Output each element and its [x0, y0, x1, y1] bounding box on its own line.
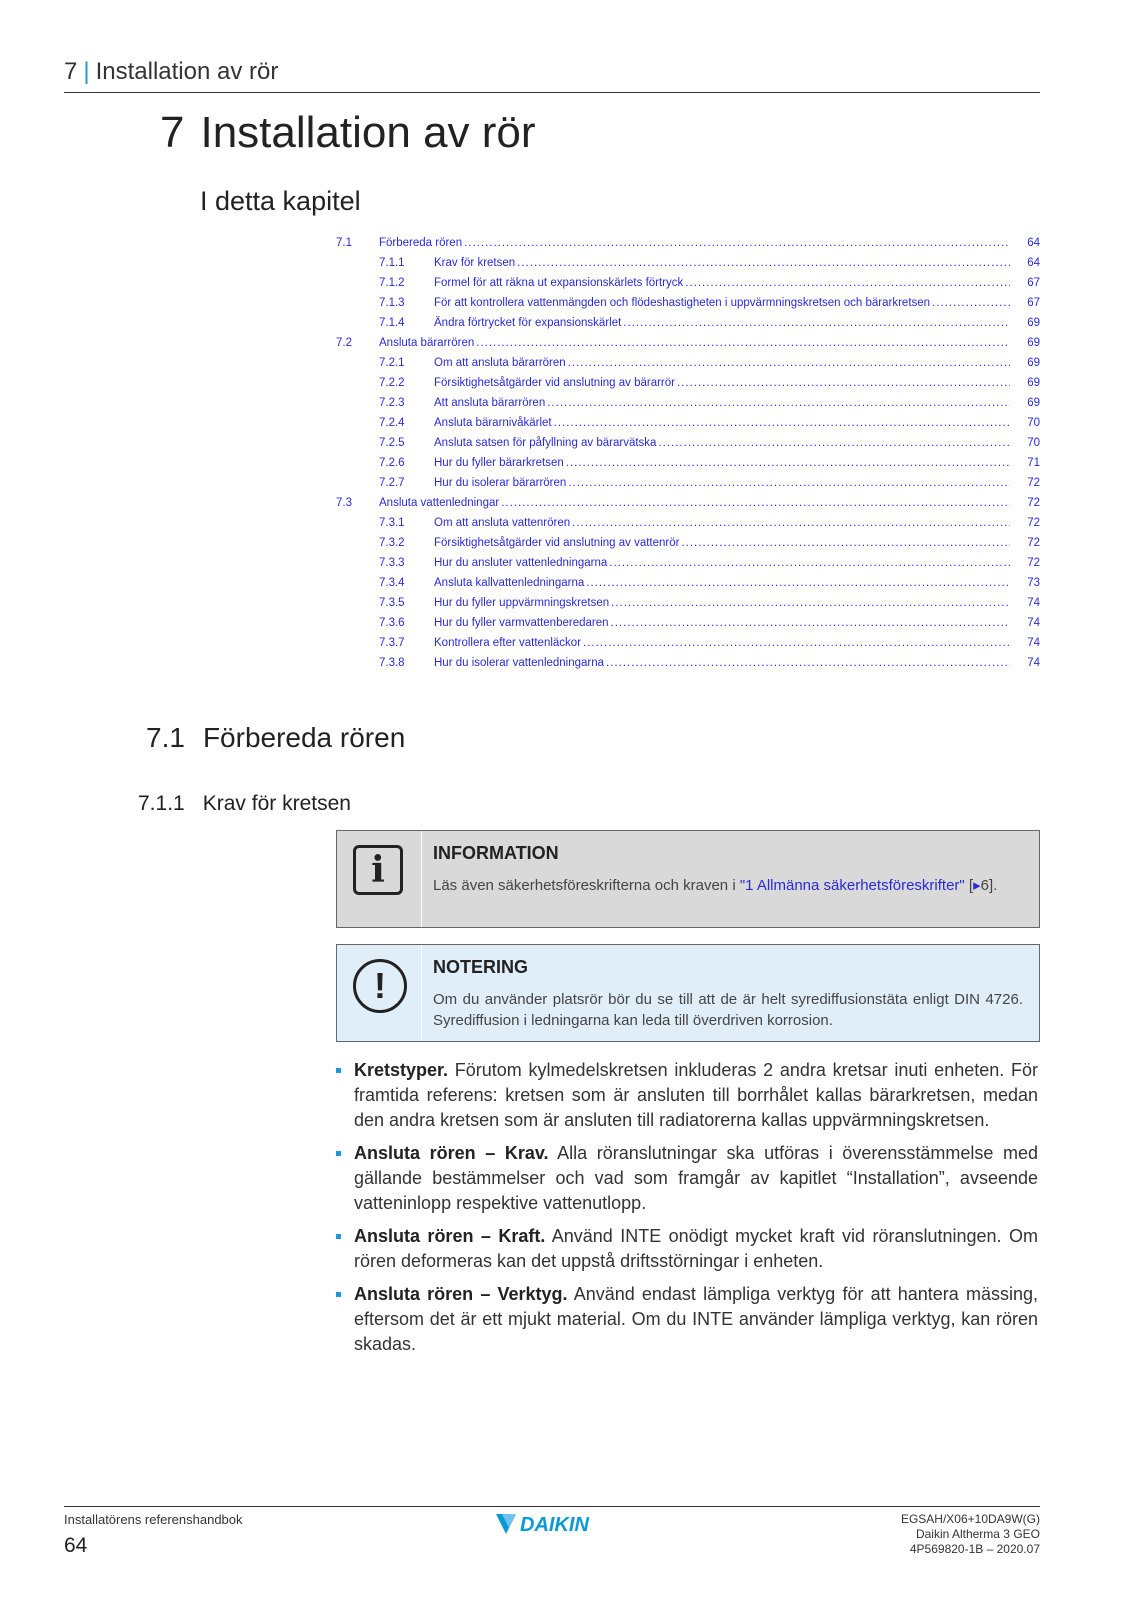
toc-entry-number: 7.3: [336, 497, 352, 509]
toc-entry[interactable]: [336, 533, 1040, 553]
toc-leader-dots: [609, 553, 1010, 573]
toc-leader-dots: [554, 413, 1010, 433]
toc-entry-number: 7.2.5: [379, 437, 405, 449]
toc-entry-number: 7.2.1: [379, 357, 405, 369]
page-ref-arrow-icon[interactable]: ▸: [973, 877, 981, 894]
footer-docnum: 4P569820-1B – 2020.07: [909, 1542, 1040, 1556]
toc-entry-label: Om att ansluta bärarrören: [434, 357, 566, 369]
toc-entry-label: Om att ansluta vattenrören: [434, 517, 571, 529]
bullet-square-icon: [336, 1068, 341, 1073]
toc-entry-label: Ansluta vattenledningar: [379, 497, 500, 509]
toc-entry-page: 72: [1027, 477, 1040, 489]
toc-leader-dots: [586, 573, 1010, 593]
toc-entry[interactable]: [336, 413, 1040, 433]
toc-entry-number: 7.1.1: [379, 257, 405, 269]
toc-entry-title: [434, 573, 1010, 593]
bullet-item: [336, 1282, 1038, 1357]
information-ref-page[interactable]: 6: [980, 877, 989, 894]
toc-entry[interactable]: [336, 513, 1040, 533]
information-icon-cell: [337, 831, 422, 927]
toc-entry-page: 72: [1027, 517, 1040, 529]
toc-entry[interactable]: [336, 593, 1040, 613]
toc-entry-page: 64: [1027, 257, 1040, 269]
toc-entry-number: 7.2.7: [379, 477, 405, 489]
section-number: 7.1: [146, 722, 185, 753]
footer-model: EGSAH/X06+10DA9W(G): [900, 1512, 1040, 1526]
toc-entry-title: [434, 353, 1010, 373]
toc-leader-dots: [547, 393, 1010, 413]
toc-entry-page: 74: [1027, 637, 1040, 649]
toc-entry[interactable]: [336, 373, 1040, 393]
bullet-item: [336, 1141, 1038, 1216]
notering-title: NOTERING: [433, 957, 529, 977]
toc-entry-number: 7.2: [336, 337, 352, 349]
bullet-square-icon: [336, 1292, 341, 1297]
toc-entry-label: Hur du isolerar bärarrören: [434, 477, 567, 489]
notering-icon-cell: [337, 945, 422, 1041]
toc-entry-title: [379, 493, 1010, 513]
toc-entry[interactable]: [336, 553, 1040, 573]
toc-entry-title: [434, 593, 1010, 613]
toc-entry[interactable]: [336, 613, 1040, 633]
toc-entry-number: 7.3.7: [379, 637, 405, 649]
information-box: [336, 830, 1040, 928]
toc-leader-dots: [932, 293, 1010, 313]
toc-entry-title: [434, 533, 1010, 553]
toc-entry-number: 7.3.8: [379, 657, 405, 669]
toc-entry-label: Hur du ansluter vattenledningarna: [434, 557, 608, 569]
toc-entry-title: [434, 653, 1010, 673]
toc-entry-title: [434, 553, 1010, 573]
toc-entry-page: 69: [1027, 337, 1040, 349]
toc-entry-page: 69: [1027, 317, 1040, 329]
toc-entry-label: Hur du fyller varmvattenberedaren: [434, 617, 609, 629]
toc-leader-dots: [658, 433, 1010, 453]
chapter-number: 7: [160, 108, 185, 157]
toc-entry-page: 74: [1027, 657, 1040, 669]
toc-entry-number: 7.3.5: [379, 597, 405, 609]
bullet-item: [336, 1224, 1038, 1274]
toc-entry[interactable]: [336, 493, 1040, 513]
toc-entry[interactable]: [336, 353, 1040, 373]
running-header-title: Installation av rör: [95, 58, 279, 85]
toc-entry[interactable]: [336, 653, 1040, 673]
bullet-lead: Ansluta rören – Verktyg.: [354, 1284, 568, 1304]
toc-entry-title: [379, 333, 1010, 353]
subsection-heading: [138, 792, 351, 816]
toc-entry-page: 69: [1027, 357, 1040, 369]
toc-entry-label: Förbereda rören: [379, 237, 463, 249]
toc-entry[interactable]: [336, 293, 1040, 313]
toc-entry-number: 7.2.6: [379, 457, 405, 469]
toc-leader-dots: [566, 453, 1010, 473]
toc-entry-title: [434, 293, 1010, 313]
running-header-number: 7: [64, 58, 78, 85]
toc-leader-dots: [681, 533, 1010, 553]
toc-entry-label: Hur du fyller uppvärmningskretsen: [434, 597, 610, 609]
toc-entry[interactable]: [336, 393, 1040, 413]
table-of-contents: [336, 233, 1040, 673]
toc-entry-page: 73: [1027, 577, 1040, 589]
toc-entry-label: Krav för kretsen: [434, 257, 516, 269]
daikin-logo-text: DAIKIN: [520, 1514, 589, 1536]
toc-entry[interactable]: [336, 633, 1040, 653]
toc-entry-page: 69: [1027, 377, 1040, 389]
information-text-body: Läs även säkerhetsföreskrifterna och kraven i: [433, 877, 740, 894]
toc-entry-label: Ansluta bärarrören: [379, 337, 475, 349]
toc-entry-number: 7.1.2: [379, 277, 405, 289]
toc-entry[interactable]: [336, 433, 1040, 453]
bullet-text: Använd endast lämpliga verktyg för att hantera mässing, eftersom det är ett mjukt material. Om du INTE använder lämpliga verktyg, kan rören skadas.: [354, 1284, 1038, 1354]
toc-entry-label: Formel för att räkna ut expansionskärlets förtryck: [434, 277, 684, 289]
toc-leader-dots: [476, 333, 1010, 353]
toc-title: I detta kapitel: [200, 186, 361, 216]
toc-leader-dots: [611, 593, 1010, 613]
toc-leader-dots: [677, 373, 1010, 393]
toc-entry-number: 7.3.2: [379, 537, 405, 549]
toc-entry-title: [434, 433, 1010, 453]
toc-entry-label: Ansluta satsen för påfyllning av bärarvätska: [434, 437, 657, 449]
toc-entry-number: 7.3.6: [379, 617, 405, 629]
toc-entry-number: 7.2.4: [379, 417, 405, 429]
bullet-text: Använd INTE onödigt mycket kraft vid röranslutningen. Om rören deformeras kan det uppstå driftsstörningar i enheten.: [354, 1226, 1038, 1271]
toc-leader-dots: [568, 473, 1010, 493]
toc-leader-dots: [583, 633, 1010, 653]
toc-entry-number: 7.1: [336, 237, 352, 249]
toc-entry-page: 70: [1027, 417, 1040, 429]
toc-entry-label: Att ansluta bärarrören: [434, 397, 546, 409]
toc-entry-title: [434, 633, 1010, 653]
toc-entry[interactable]: [336, 253, 1040, 273]
bullet-list: [336, 1058, 1038, 1365]
footer-rule: [64, 1506, 1040, 1507]
toc-leader-dots: [623, 313, 1010, 333]
toc-entry-label: Ändra förtrycket för expansionskärlet: [434, 317, 622, 329]
information-link[interactable]: "1 Allmänna säkerhetsföreskrifter": [739, 877, 965, 894]
bullet-item: [336, 1058, 1038, 1133]
toc-entry-title: [434, 313, 1010, 333]
information-ref-close: ].: [988, 877, 998, 894]
toc-entry-number: 7.1.4: [379, 317, 405, 329]
chapter-title: Installation av rör: [200, 108, 536, 157]
toc-leader-dots: [501, 493, 1010, 513]
toc-entry-page: 72: [1027, 497, 1040, 509]
toc-entry-title: [434, 473, 1010, 493]
toc-entry-title: [434, 373, 1010, 393]
toc-entry-page: 64: [1027, 237, 1040, 249]
toc-entry-label: Försiktighetsåtgärder vid anslutning av bärarrör: [434, 377, 675, 389]
section-heading: [146, 722, 405, 754]
bullet-text: Förutom kylmedelskretsen inkluderas 2 andra kretsar inuti enheten. För framtida referens: kretsen som är ansluten till borrhålet kallas bärarkretsen, medan den andra kretsen som är ansluten till radiatorerna kallas uppvärmningskretsen.: [354, 1060, 1038, 1130]
notering-box: [336, 944, 1040, 1042]
toc-leader-dots: [611, 613, 1011, 633]
toc-entry-label: För att kontrollera vattenmängden och flödeshastigheten i uppvärmningskretsen och bärarkretsen: [434, 297, 931, 309]
chapter-heading: [160, 108, 536, 158]
toc-leader-dots: [464, 233, 1010, 253]
page-number: 64: [64, 1534, 88, 1557]
toc-entry-label: Hur du isolerar vattenledningarna: [434, 657, 605, 669]
bullet-lead: Ansluta rören – Krav.: [354, 1143, 549, 1163]
toc-entry-page: 71: [1027, 457, 1040, 469]
toc-entry-title: [434, 273, 1010, 293]
footer-product: Daikin Altherma 3 GEO: [915, 1527, 1040, 1541]
toc-entry[interactable]: [336, 313, 1040, 333]
toc-entry-title: [379, 233, 1010, 253]
toc-entry-page: 69: [1027, 397, 1040, 409]
toc-leader-dots: [568, 353, 1010, 373]
toc-entry[interactable]: [336, 233, 1040, 253]
toc-entry-number: 7.2.2: [379, 377, 405, 389]
footer-manual-title: Installatörens referenshandbok: [64, 1512, 243, 1527]
toc-entry-label: Ansluta kallvattenledningarna: [434, 577, 585, 589]
toc-entry-label: Försiktighetsåtgärder vid anslutning av vattenrör: [434, 537, 680, 549]
section-title: Förbereda rören: [202, 722, 406, 753]
toc-entry-number: 7.3.4: [379, 577, 405, 589]
toc-entry-page: 74: [1027, 617, 1040, 629]
toc-leader-dots: [517, 253, 1010, 273]
toc-entry-page: 74: [1027, 597, 1040, 609]
subsection-title: Krav för kretsen: [202, 792, 351, 815]
toc-entry-label: Hur du fyller bärarkretsen: [434, 457, 564, 469]
toc-entry[interactable]: [336, 273, 1040, 293]
information-ref-open: [: [964, 877, 974, 894]
toc-entry[interactable]: [336, 453, 1040, 473]
toc-entry[interactable]: [336, 333, 1040, 353]
toc-entry-title: [434, 413, 1010, 433]
toc-entry-label: Ansluta bärarnivåkärlet: [434, 417, 552, 429]
information-title: INFORMATION: [433, 843, 559, 863]
exclamation-icon: !: [353, 959, 407, 1013]
toc-entry[interactable]: [336, 573, 1040, 593]
toc-entry-number: 7.1.3: [379, 297, 405, 309]
information-text: [433, 875, 1023, 896]
toc-leader-dots: [572, 513, 1010, 533]
toc-entry-page: 72: [1027, 557, 1040, 569]
bullet-lead: Kretstyper.: [354, 1060, 449, 1080]
toc-entry-title: [434, 453, 1010, 473]
toc-entry-page: 70: [1027, 437, 1040, 449]
bullet-text: Alla röranslutningar ska utföras i överensstämmelse med gällande bestämmelser och vad som framgår av kapitlet “Installation”, avseende vatteninlopp respektive vattenutlopp.: [354, 1143, 1038, 1213]
toc-entry-page: 72: [1027, 537, 1040, 549]
footer-product-info: [901, 1512, 1040, 1557]
toc-entry-label: Kontrollera efter vattenläckor: [434, 637, 582, 649]
toc-entry-page: 67: [1027, 277, 1040, 289]
running-header: [64, 58, 1040, 93]
toc-entry-number: 7.3.3: [379, 557, 405, 569]
toc-entry-title: [434, 393, 1010, 413]
toc-entry-number: 7.3.1: [379, 517, 405, 529]
toc-entry-title: [434, 513, 1010, 533]
bullet-square-icon: [336, 1234, 341, 1239]
running-header-separator: |: [83, 58, 90, 85]
notering-text: Om du använder platsrör bör du se till att de är helt syrediffusionstäta enligt DIN 4726. Syrediffusion i ledningarna kan leda till överdriven korrosion.: [433, 991, 1023, 1029]
toc-entry[interactable]: [336, 473, 1040, 493]
subsection-number: 7.1.1: [138, 792, 185, 815]
bullet-square-icon: [336, 1151, 341, 1156]
toc-entry-page: 67: [1027, 297, 1040, 309]
bullet-lead: Ansluta rören – Kraft.: [354, 1226, 546, 1246]
toc-entry-title: [434, 253, 1010, 273]
daikin-logo: [494, 1508, 624, 1538]
toc-leader-dots: [685, 273, 1010, 293]
toc-entry-title: [434, 613, 1010, 633]
toc-leader-dots: [606, 653, 1010, 673]
information-icon: i: [353, 845, 403, 895]
toc-entry-number: 7.2.3: [379, 397, 405, 409]
